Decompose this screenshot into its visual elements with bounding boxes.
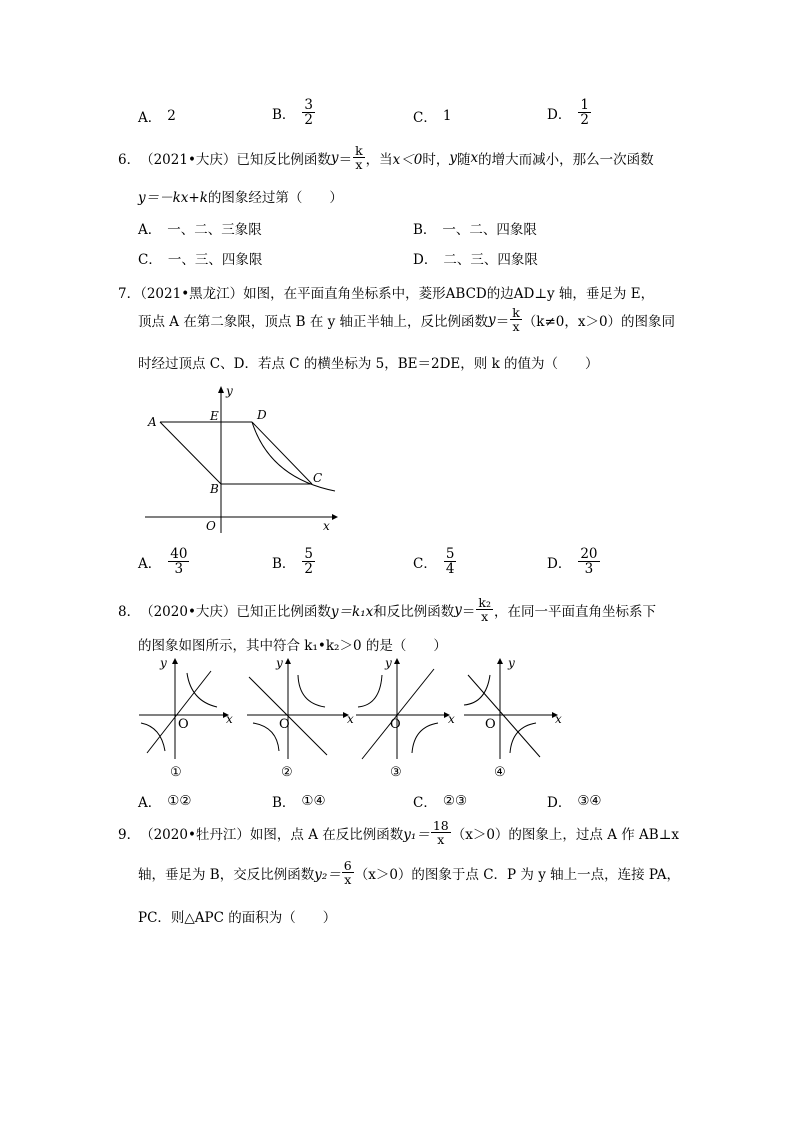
q9-stem-line3: PC．则△APC 的面积为（ ）: [138, 910, 337, 926]
svg-text:O: O: [279, 717, 290, 732]
q8-stem-line2: 的图象如图所示，其中符合 k₁•k₂＞0 的是（ ）: [138, 638, 447, 654]
q7-figure: [140, 383, 340, 543]
svg-text:y: y: [160, 656, 167, 670]
q7-label-y: y: [226, 384, 233, 398]
svg-text:x: x: [347, 712, 354, 726]
q7-option-a: A． $\frac{40}{3}$: [138, 546, 188, 578]
q5-option-a: A． 2: [138, 108, 176, 126]
q9-stem-line1: 9． （2020•牡丹江） 如图，点 A 在反比例函数 y₁＝ $\frac{18}{x}$ （x＞0）的图象上，过点 A 作 AB⊥x: [118, 818, 680, 848]
q8-graph-3: [352, 655, 462, 780]
svg-text:O: O: [178, 717, 189, 732]
q6-option-a: A． 一、二、三象限: [138, 222, 262, 238]
q7-label-b: B: [210, 482, 219, 496]
q6-option-d: D． 二、三、四象限: [413, 252, 538, 268]
q8-option-c: C． ②③: [413, 793, 468, 811]
q8-option-a: A． ①②: [138, 793, 192, 811]
q6-stem-line2: y＝－kx+k的图象经过第（ ）: [138, 190, 343, 206]
svg-text:y: y: [276, 656, 283, 670]
q8-option-d: D． ③④: [547, 793, 602, 811]
q8-graph-1: [135, 655, 235, 780]
q8-option-b: B． ①④: [272, 793, 326, 811]
svg-text:x: x: [448, 712, 455, 726]
svg-text:y: y: [385, 656, 392, 670]
q7-stem-line2: 顶点 A 在第二象限，顶点 B 在 y 轴正半轴上，反比例函数 y ＝ $\frac{k}{x}$ （k≠0，x＞0）的图象同: [138, 305, 676, 335]
q8-stem-line1: 8． （2020•大庆） 已知正比例函数 y＝k₁x 和反比例函数 y ＝ $\frac{\text{k₂}}{x}$ ，在同一平面直角坐标系下: [118, 595, 656, 625]
q6-stem-line1: 6． （2021•大庆） 已知反比例函数 y ＝ $\frac{k}{x}$ ，当 x＜0 时， y 随 x 的增大而减小，那么一次函数: [118, 143, 654, 173]
q9-stem-line2: 轴，垂足为 B，交反比例函数 y₂＝ $\frac{6}{x}$ （x＞0）的图象于点 C．P 为 y 轴上一点，连接 PA，: [138, 858, 681, 888]
q6-option-b: B． 一、二、四象限: [413, 222, 537, 238]
q8-graph-label-4: ④: [494, 765, 506, 780]
q7-label-o: O: [206, 519, 216, 533]
q5-option-c: C． 1: [413, 108, 452, 126]
q7-option-d: D． $\frac{20}{3}$: [547, 546, 598, 578]
svg-text:O: O: [485, 717, 496, 732]
q8-graph-2: [243, 655, 354, 780]
q8-graph-4: [460, 655, 570, 780]
q7-label-a: A: [148, 415, 157, 429]
q7-option-c: C． $\frac{5}{4}$: [413, 546, 455, 578]
svg-text:x: x: [555, 712, 562, 726]
q7-stem-line1: 7．（2021•黑龙江）如图，在平面直角坐标系中，菱形ABCD的边AD⊥y 轴，垂足为 E，: [118, 286, 655, 302]
svg-text:x: x: [226, 712, 233, 726]
q8-graph-label-2: ②: [281, 765, 293, 780]
svg-text:y: y: [508, 656, 515, 670]
q7-option-b: B． $\frac{5}{2}$: [272, 546, 314, 578]
q7-label-e: E: [210, 409, 219, 423]
q7-label-x: x: [323, 519, 330, 533]
q7-label-c: C: [313, 471, 323, 485]
q6-option-c: C． 一、三、四象限: [138, 252, 263, 268]
q5-option-d: D． $\frac{1}{2}$: [547, 97, 589, 129]
q7-stem-line3: 时经过顶点 C、D．若点 C 的横坐标为 5，BE＝2DE，则 k 的值为（ ）: [138, 356, 599, 372]
q7-label-d: D: [257, 408, 267, 422]
q8-graph-label-1: ①: [170, 765, 182, 780]
svg-text:O: O: [390, 717, 401, 732]
q5-option-b: B． $\frac{3}{2}$: [272, 97, 314, 129]
q8-graph-label-3: ③: [390, 765, 402, 780]
